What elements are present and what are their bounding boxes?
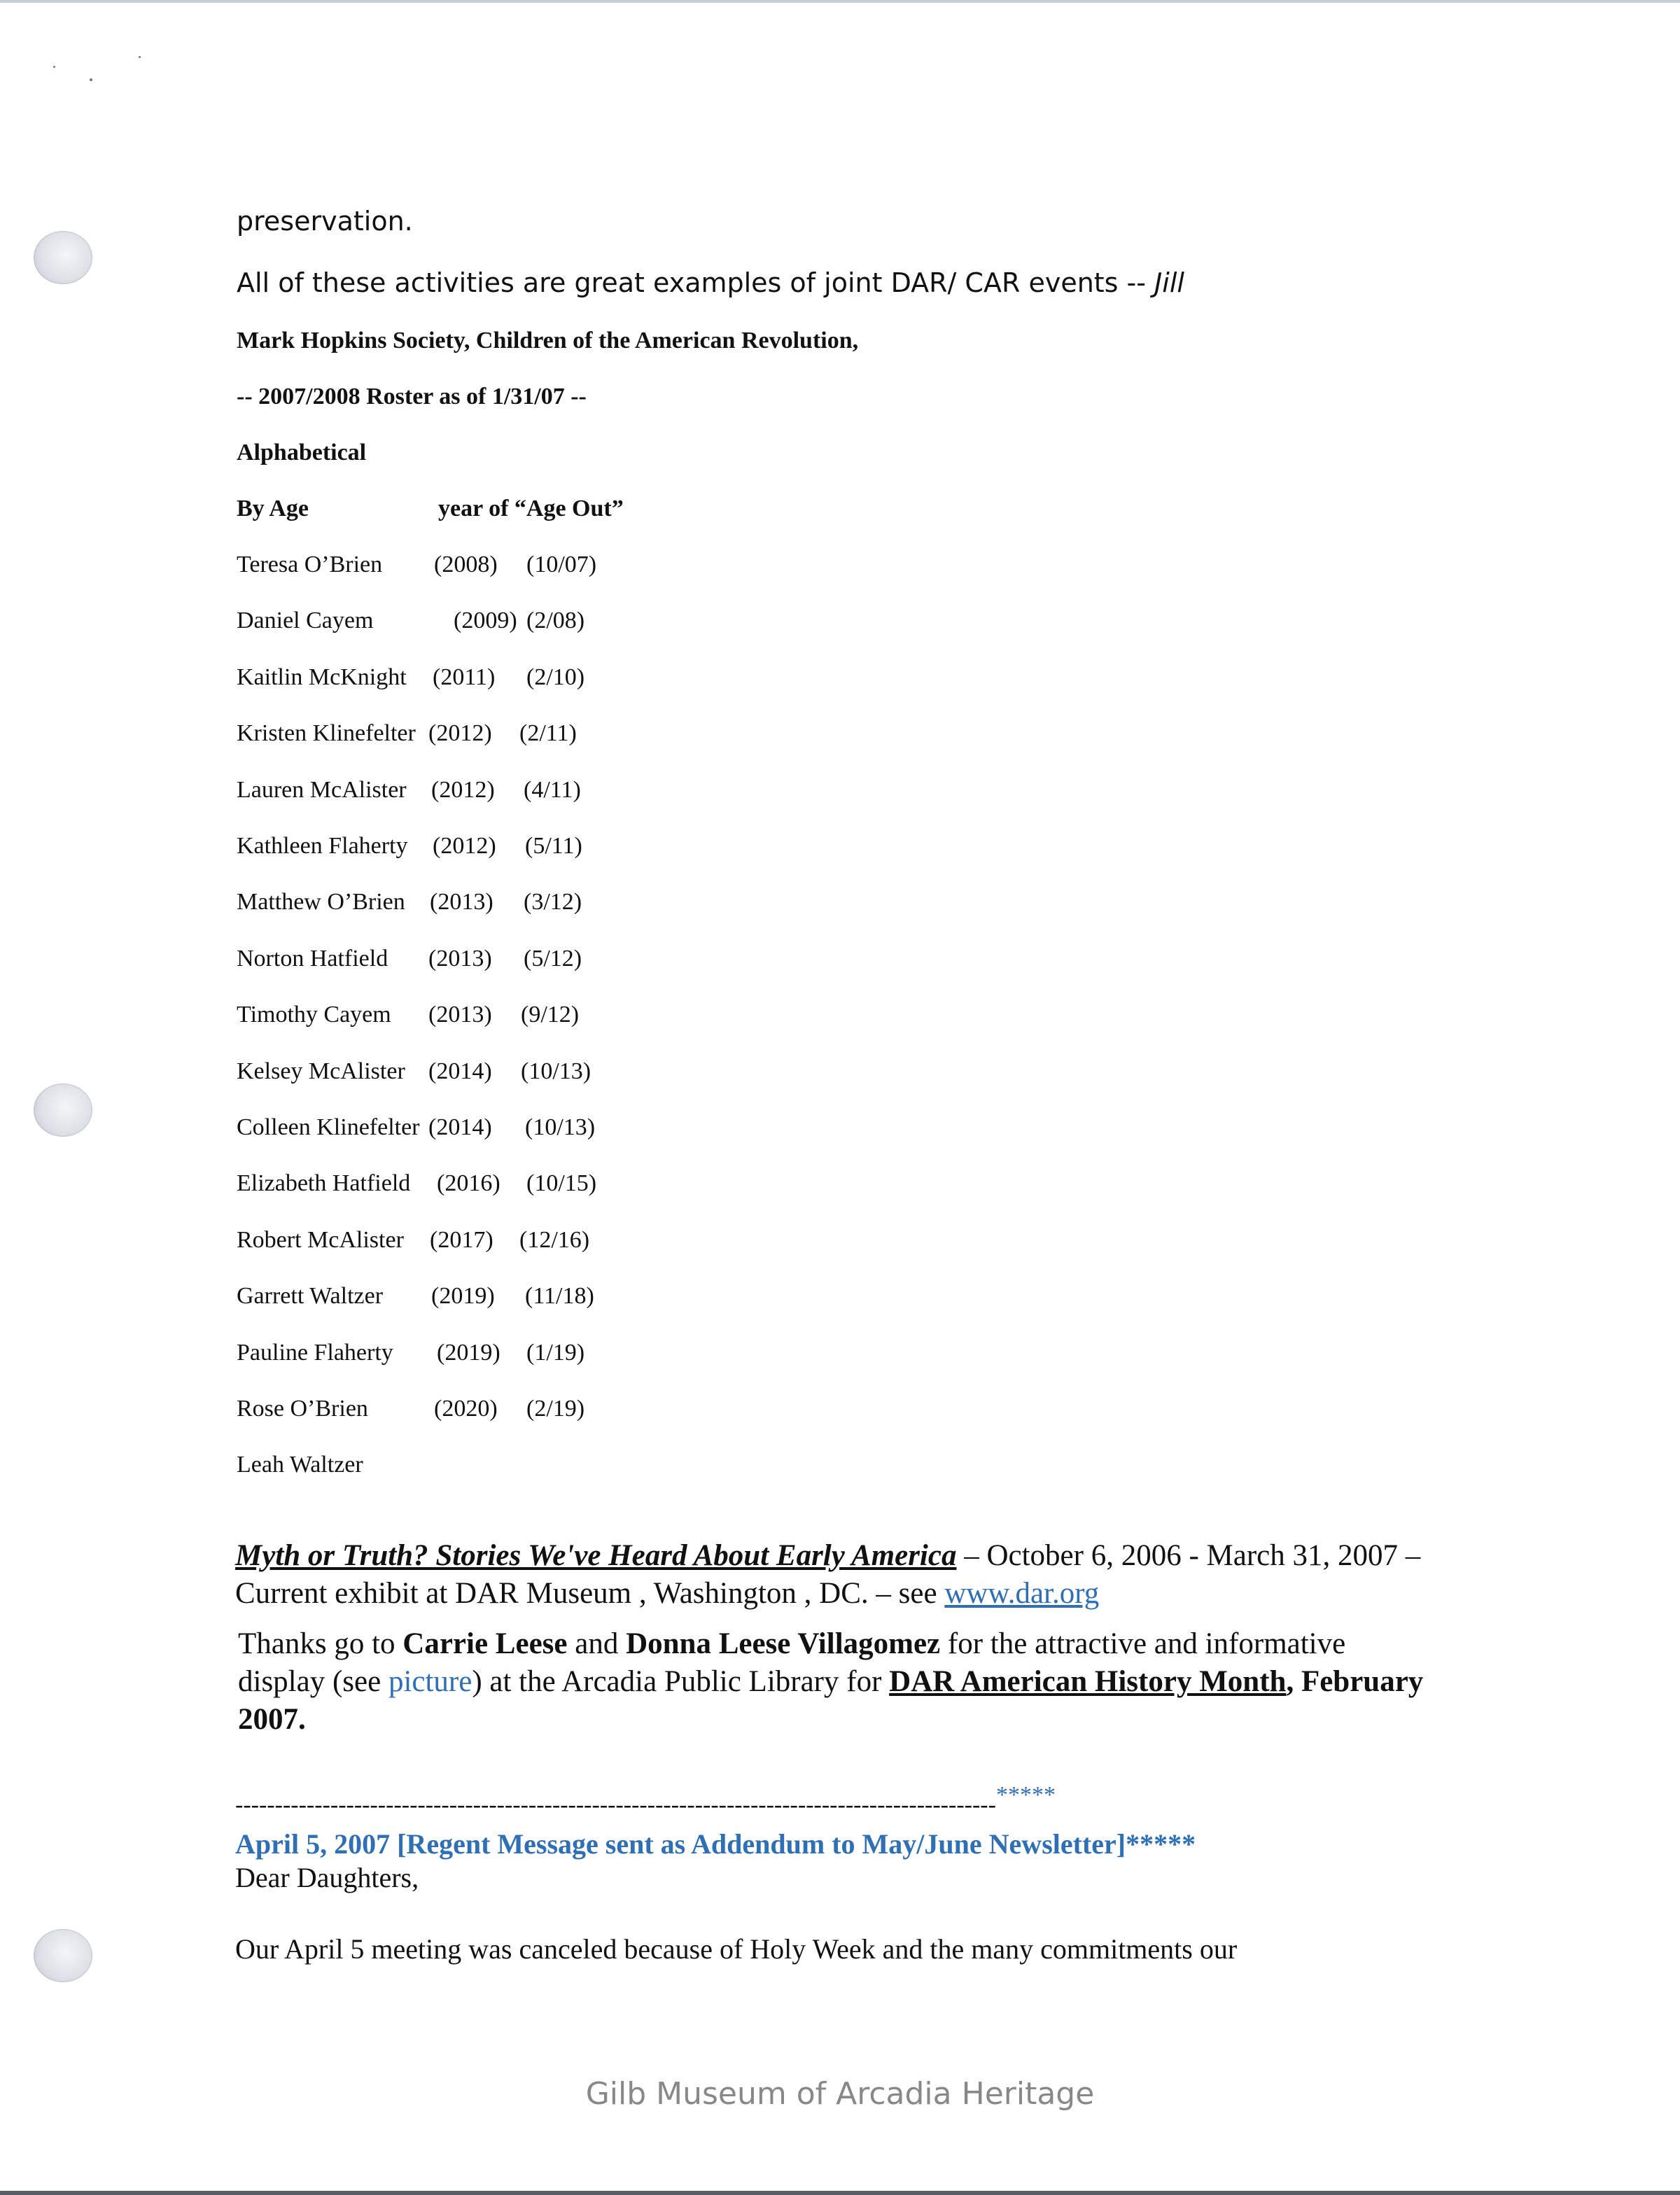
roster-member-year: (2013) <box>428 946 492 972</box>
thanks-paragraph <box>238 1625 1428 1739</box>
binder-hole-middle <box>34 1084 92 1137</box>
binder-hole-bottom <box>34 1929 92 1982</box>
roster-title: -- 2007/2008 Roster as of 1/31/07 -- <box>237 384 587 409</box>
roster-member-year: (2014) <box>428 1114 492 1140</box>
scan-speck <box>53 66 55 68</box>
alphabetical-label: Alphabetical <box>237 440 367 465</box>
roster-member-age-out: (2/10) <box>526 664 585 690</box>
separator-stars: ***** <box>995 1782 1056 1808</box>
roster-member-name: Daniel Cayem <box>237 608 374 633</box>
thanks-text: for the attractive and informative display (see <box>238 1627 1346 1698</box>
roster-member-age-out: (4/11) <box>524 777 581 803</box>
roster-member-year: (2012) <box>428 720 492 746</box>
regent-body: Our April 5 meeting was canceled because of Holy Week and the many commitments our <box>235 1933 1238 1965</box>
regent-salutation: Dear Daughters, <box>235 1862 419 1893</box>
roster-member-age-out: (10/15) <box>526 1170 597 1196</box>
roster-member-name: Pauline Flaherty <box>237 1340 393 1366</box>
scan-speck <box>90 78 92 81</box>
thanks-name-2: Donna Leese Villagomez <box>626 1627 941 1660</box>
page-top-edge <box>0 0 1680 3</box>
age-out-header: year of “Age Out” <box>438 496 624 521</box>
roster-member-age-out: (1/19) <box>526 1340 585 1366</box>
roster-member-name: Elizabeth Hatfield <box>237 1170 411 1196</box>
thanks-text: and <box>567 1627 626 1660</box>
page-bottom-edge <box>0 2191 1680 2195</box>
roster-member-name: Leah Waltzer <box>237 1452 363 1478</box>
roster-member-year: (2011) <box>433 664 496 690</box>
preservation-text: preservation. <box>237 206 413 237</box>
roster-member-name: Norton Hatfield <box>237 946 388 972</box>
roster-member-name: Colleen Klinefelter <box>237 1114 420 1140</box>
roster-member-year: (2016) <box>437 1170 500 1196</box>
thanks-name-1: Carrie Leese <box>402 1627 568 1660</box>
roster-member-year: (2009) <box>454 608 517 633</box>
roster-member-name: Lauren McAlister <box>237 777 407 803</box>
museum-footer: Gilb Museum of Arcadia Heritage <box>585 2076 1095 2112</box>
joint-events-text: All of these activities are great examples of joint DAR/ CAR events -- <box>237 267 1155 298</box>
thanks-date: , February 2007. <box>238 1665 1424 1736</box>
roster-member-year: (2019) <box>431 1283 495 1309</box>
roster-member-name: Kristen Klinefelter <box>237 720 416 746</box>
roster-member-year: (2013) <box>428 1002 492 1028</box>
myth-paragraph <box>235 1537 1425 1613</box>
roster-member-age-out: (10/07) <box>526 552 597 577</box>
separator-dashes: ------------------------------------------------------------------------------------------------ <box>235 1792 996 1818</box>
roster-member-age-out: (10/13) <box>525 1114 596 1140</box>
scan-speck <box>139 56 141 58</box>
society-title: Mark Hopkins Society, Children of the American Revolution, <box>237 328 859 353</box>
roster-member-age-out: (5/11) <box>525 833 582 859</box>
roster-member-name: Rose O’Brien <box>237 1396 368 1422</box>
myth-title: Myth or Truth? Stories We've Heard About Early America <box>235 1539 957 1572</box>
roster-member-age-out: (2/08) <box>526 608 585 633</box>
roster-member-age-out: (9/12) <box>521 1002 580 1028</box>
roster-member-age-out: (3/12) <box>524 889 582 915</box>
roster-member-year: (2017) <box>430 1227 493 1253</box>
roster-member-name: Matthew O’Brien <box>237 889 405 915</box>
binder-hole-top <box>34 231 92 284</box>
myth-text: – October 6, 2006 - March 31, 2007 – Current exhibit at DAR Museum , Washington , DC. – see <box>235 1539 1421 1610</box>
roster-member-year: (2008) <box>434 552 498 577</box>
roster-member-name: Teresa O’Brien <box>237 552 383 577</box>
thanks-text: Thanks go to <box>238 1627 403 1660</box>
roster-member-age-out: (2/11) <box>519 720 577 746</box>
roster-member-age-out: (10/13) <box>521 1058 592 1084</box>
roster-member-year: (2013) <box>430 889 493 915</box>
joint-events-line <box>237 267 1184 298</box>
dar-website-link[interactable]: www.dar.org <box>944 1577 1100 1610</box>
roster-member-year: (2012) <box>433 833 496 859</box>
roster-member-name: Garrett Waltzer <box>237 1283 384 1309</box>
signature: Jill <box>1154 267 1184 298</box>
roster-member-name: Kaitlin McKnight <box>237 664 407 690</box>
roster-member-age-out: (11/18) <box>525 1283 594 1309</box>
roster-member-year: (2019) <box>437 1340 500 1366</box>
thanks-text: ) at the Arcadia Public Library for <box>472 1665 890 1698</box>
roster-member-name: Robert McAlister <box>237 1227 404 1253</box>
roster-member-year: (2020) <box>434 1396 498 1422</box>
roster-member-name: Kelsey McAlister <box>237 1058 405 1084</box>
by-age-label: By Age <box>237 496 309 521</box>
picture-link[interactable]: picture <box>388 1665 472 1698</box>
history-month-title: DAR American History Month <box>889 1665 1287 1698</box>
separator-line <box>235 1782 1056 1818</box>
roster-member-year: (2012) <box>431 777 495 803</box>
roster-member-name: Timothy Cayem <box>237 1002 391 1028</box>
roster-member-year: (2014) <box>428 1058 492 1084</box>
roster-member-age-out: (12/16) <box>519 1227 590 1253</box>
roster-member-age-out: (2/19) <box>526 1396 585 1422</box>
regent-heading: April 5, 2007 [Regent Message sent as Addendum to May/June Newsletter]***** <box>235 1828 1196 1860</box>
roster-member-name: Kathleen Flaherty <box>237 833 408 859</box>
roster-member-age-out: (5/12) <box>524 946 582 972</box>
